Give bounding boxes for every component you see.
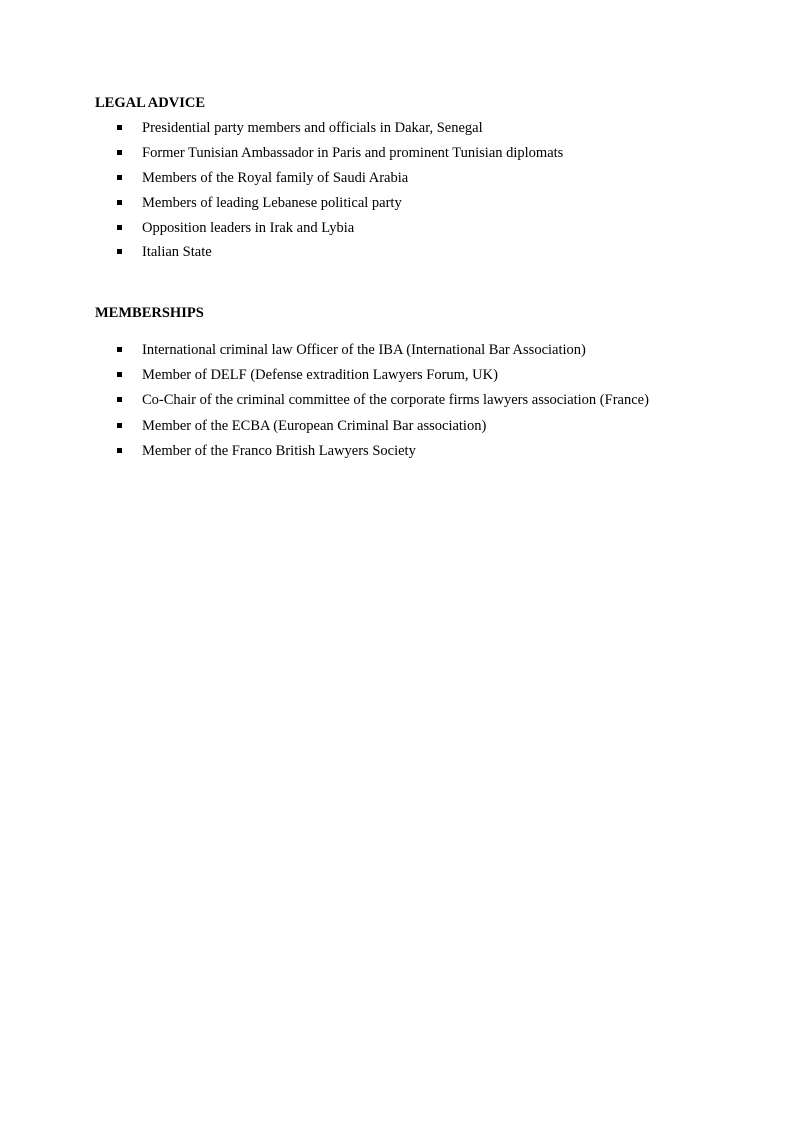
square-bullet-icon (117, 175, 122, 180)
square-bullet-icon (117, 225, 122, 230)
list-item-text: Member of DELF (Defense extradition Lawyers Forum, UK) (142, 367, 498, 384)
memberships-heading: MEMBERSHIPS (95, 305, 204, 321)
square-bullet-icon (117, 423, 122, 428)
list-item-text: Former Tunisian Ambassador in Paris and prominent Tunisian diplomats (142, 144, 564, 161)
square-bullet-icon (117, 372, 122, 377)
square-bullet-icon (117, 249, 122, 254)
square-bullet-icon (117, 347, 122, 352)
list-item-text: Presidential party members and officials in Dakar, Senegal (142, 120, 483, 136)
list-item-text: International criminal law Officer of the IBA (International Bar Association) (142, 342, 586, 358)
square-bullet-icon (117, 397, 122, 402)
list-item-text: Member of the Franco British Lawyers Society (142, 442, 416, 459)
list-item-text: Member of the ECBA (European Criminal Bar association) (142, 417, 487, 434)
square-bullet-icon (117, 200, 122, 205)
list-item-text: Members of the Royal family of Saudi Arabia (142, 169, 409, 186)
square-bullet-icon (117, 150, 122, 155)
square-bullet-icon (117, 125, 122, 130)
square-bullet-icon (117, 448, 122, 453)
legal-advice-heading: LEGAL ADVICE (95, 95, 205, 111)
list-item-text: Co-Chair of the criminal committee of the corporate firms lawyers association (France) (142, 392, 649, 409)
list-item-text: Members of leading Lebanese political party (142, 194, 402, 211)
list-item-text: Opposition leaders in Irak and Lybia (142, 219, 355, 236)
list-item-text: Italian State (142, 244, 212, 261)
